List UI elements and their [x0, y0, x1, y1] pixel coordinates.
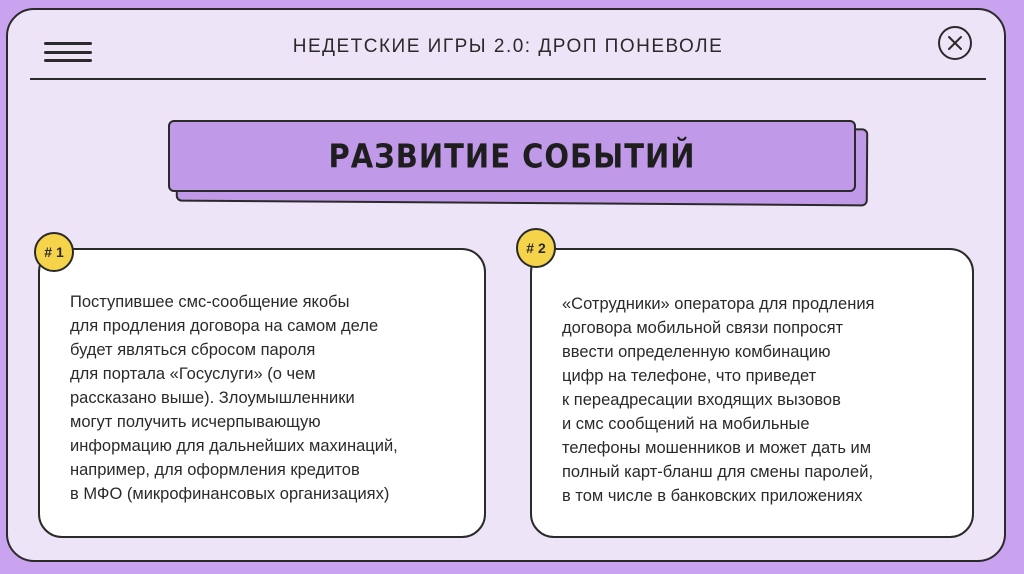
window-header	[30, 22, 986, 80]
card-1-badge: # 1	[34, 232, 74, 272]
info-card-2	[530, 248, 974, 538]
close-icon[interactable]	[938, 26, 972, 60]
card-2-text: «Сотрудники» оператора для продления договора мобильной связи попросят ввести определенную комбинацию цифр на телефоне, что приведет к переадресации входящих вызовов и смс сообщений на мобильные телефоны мошенников и может дать им полный карт-бланш для смены паролей, в том числе в банковских приложениях	[562, 295, 875, 505]
card-1-text: Поступившее смс-сообщение якобы для продления договора на самом деле будет являться сбросом пароля для портала «Госуслуги» (о чем рассказано выше). Злоумышленники могут получить исчерпывающую информацию для дальнейших махинаций, например, для оформления кредитов в МФО (микрофинансовых организациях)	[70, 293, 398, 503]
window-frame	[6, 8, 1006, 562]
section-banner	[168, 120, 856, 192]
section-title: РАЗВИТИЕ СОБЫТИЙ	[328, 136, 696, 176]
info-card-1	[38, 248, 486, 538]
window-title: НЕДЕТСКИЕ ИГРЫ 2.0: ДРОП ПОНЕВОЛЕ	[292, 36, 724, 57]
card-2-badge: # 2	[516, 228, 556, 268]
